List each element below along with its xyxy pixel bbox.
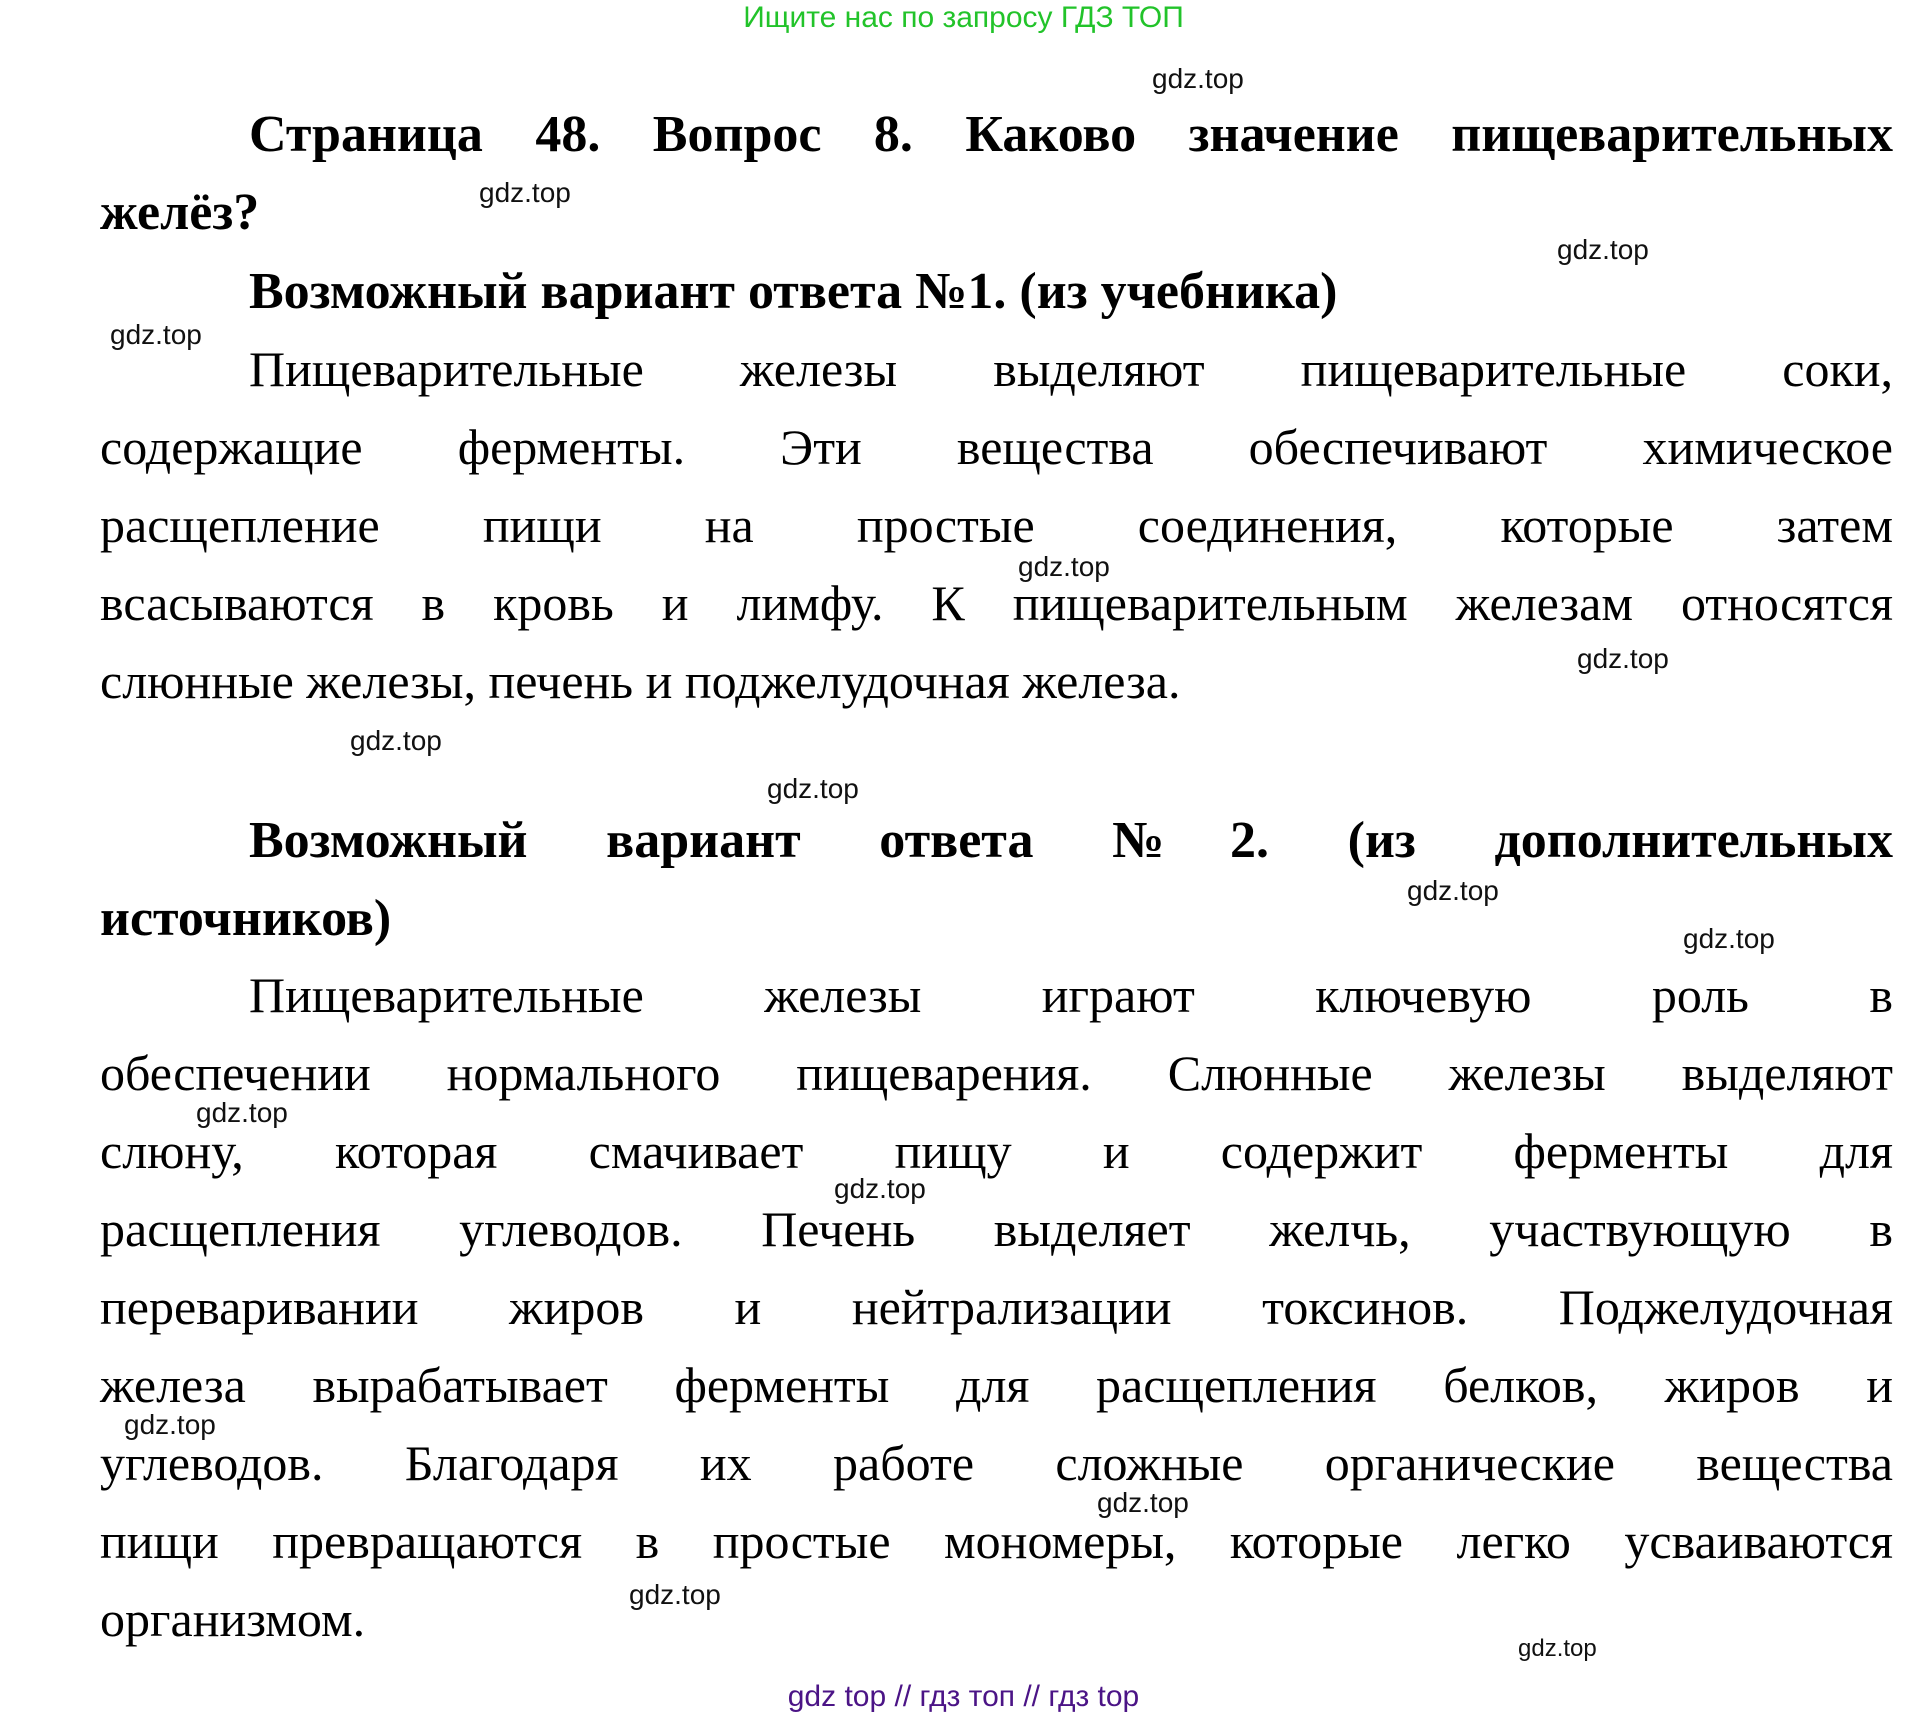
search-banner: Ищите нас по запросу ГДЗ ТОП	[743, 1, 1184, 34]
watermark: gdz.top	[1518, 1635, 1597, 1662]
watermark: gdz.top	[350, 725, 442, 756]
footer-watermark: gdz top // гдз топ // гдз top	[787, 1680, 1140, 1713]
watermark: gdz.top	[1557, 234, 1649, 265]
watermark: gdz.top	[1577, 643, 1669, 674]
paragraph-line: всасываются в кровь и лимфу. К пищеварительным железам относятся	[100, 575, 1893, 631]
watermark: gdz.top	[110, 319, 202, 350]
question-heading	[100, 96, 1893, 252]
paragraph-line: содержащие ферменты. Эти вещества обеспечивают химическое	[100, 419, 1893, 475]
watermark: gdz.top	[1152, 63, 1244, 94]
paragraph-line: углеводов. Благодаря их работе сложные органические вещества	[100, 1435, 1893, 1491]
watermark: gdz.top	[479, 177, 571, 208]
watermark: gdz.top	[1097, 1487, 1189, 1518]
paragraph-line: расщепление пищи на простые соединения, которые затем	[100, 497, 1893, 553]
paragraph-line: Пищеварительные железы играют ключевую роль в	[249, 967, 1893, 1023]
answer2-paragraph	[100, 956, 1893, 1658]
watermark: gdz.top	[629, 1579, 721, 1610]
paragraph-line: слюнные железы, печень и поджелудочная железа.	[100, 653, 1181, 709]
answer2-heading	[100, 802, 1893, 958]
paragraph-line: организмом.	[100, 1591, 366, 1647]
watermark: gdz.top	[1407, 875, 1499, 906]
paragraph-line: железа вырабатывает ферменты для расщепления белков, жиров и	[100, 1357, 1893, 1413]
watermark: gdz.top	[196, 1097, 288, 1128]
answer1-heading: Возможный вариант ответа №1. (из учебника)	[249, 263, 1338, 320]
paragraph-line: обеспечении нормального пищеварения. Слюнные железы выделяют	[100, 1045, 1893, 1101]
paragraph-line: Пищеварительные железы выделяют пищеварительные соки,	[249, 341, 1893, 397]
paragraph-line: пищи превращаются в простые мономеры, которые легко усваиваются	[100, 1513, 1893, 1569]
question-line: желёз?	[100, 184, 260, 241]
watermark: gdz.top	[767, 773, 859, 804]
watermark: gdz.top	[1018, 551, 1110, 582]
watermark: gdz.top	[124, 1409, 216, 1440]
paragraph-line: расщепления углеводов. Печень выделяет желчь, участвующую в	[100, 1201, 1893, 1257]
heading-line: Возможный вариант ответа №2. (из дополнительных	[249, 812, 1893, 869]
heading-line: источников)	[100, 890, 392, 947]
watermark: gdz.top	[834, 1173, 926, 1204]
paragraph-line: слюну, которая смачивает пищу и содержит ферменты для	[100, 1123, 1893, 1179]
paragraph-line: переваривании жиров и нейтрализации токсинов. Поджелудочная	[100, 1279, 1893, 1335]
watermark: gdz.top	[1683, 923, 1775, 954]
question-line: Страница 48. Вопрос 8. Каково значение пищеварительных	[249, 106, 1893, 163]
